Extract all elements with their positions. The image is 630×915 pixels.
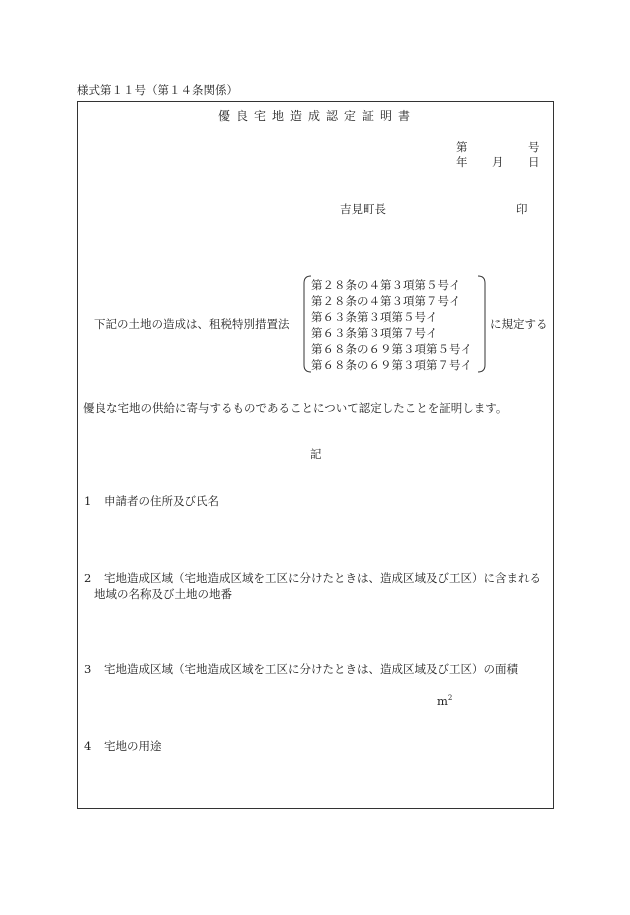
- area-unit: $m^2$: [437, 693, 453, 708]
- seal-mark: 印: [516, 202, 528, 216]
- item-number: 3: [84, 662, 92, 676]
- provision-item: 第６３条第３項第５号イ: [311, 310, 438, 324]
- number-suffix: 号: [528, 140, 540, 154]
- certificate-title: 優良宅地造成認定証明書: [218, 109, 417, 123]
- provision-item: 第６３条第３項第７号イ: [311, 326, 438, 340]
- provision-item: 第２８条の４第３項第５号イ: [311, 278, 461, 292]
- provision-item: 第２８条の４第３項第７号イ: [311, 294, 461, 308]
- issuer-name: 吉見町長: [340, 202, 386, 216]
- statement-lead: 下記の土地の造成は、租税特別措置法: [94, 317, 290, 331]
- item-usage-label: 宅地の用途: [104, 739, 162, 753]
- item-applicant-label: 申請者の住所及び氏名: [104, 494, 219, 508]
- date-day: 日: [528, 155, 540, 169]
- date-year: 年: [456, 155, 468, 169]
- number-prefix: 第: [456, 140, 468, 154]
- certify-statement: 優良な宅地の供給に寄与するものであることについて認定したことを証明します。: [83, 401, 508, 415]
- ki-heading: 記: [310, 447, 322, 461]
- item-location-label: 宅地造成区域（宅地造成区域を工区に分けたときは、造成区域及び工区）に含まれる: [104, 571, 541, 585]
- item-number: 1: [84, 494, 92, 508]
- provision-item: 第６８条の６９第３項第７号イ: [311, 358, 472, 372]
- provision-item: 第６８条の６９第３項第５号イ: [311, 342, 472, 356]
- date-month: 月: [492, 155, 504, 169]
- item-location-label-cont: 地域の名称及び土地の地番: [94, 587, 232, 601]
- right-bracket-icon: [477, 275, 487, 373]
- statement-tail: に規定する: [490, 317, 548, 331]
- item-number: 4: [84, 739, 92, 753]
- form-number: 様式第１１号（第１４条関係）: [77, 83, 238, 97]
- provision-list: [311, 277, 472, 373]
- item-number: 2: [84, 571, 92, 585]
- item-area-label: 宅地造成区域（宅地造成区域を工区に分けたときは、造成区域及び工区）の面積: [104, 662, 518, 676]
